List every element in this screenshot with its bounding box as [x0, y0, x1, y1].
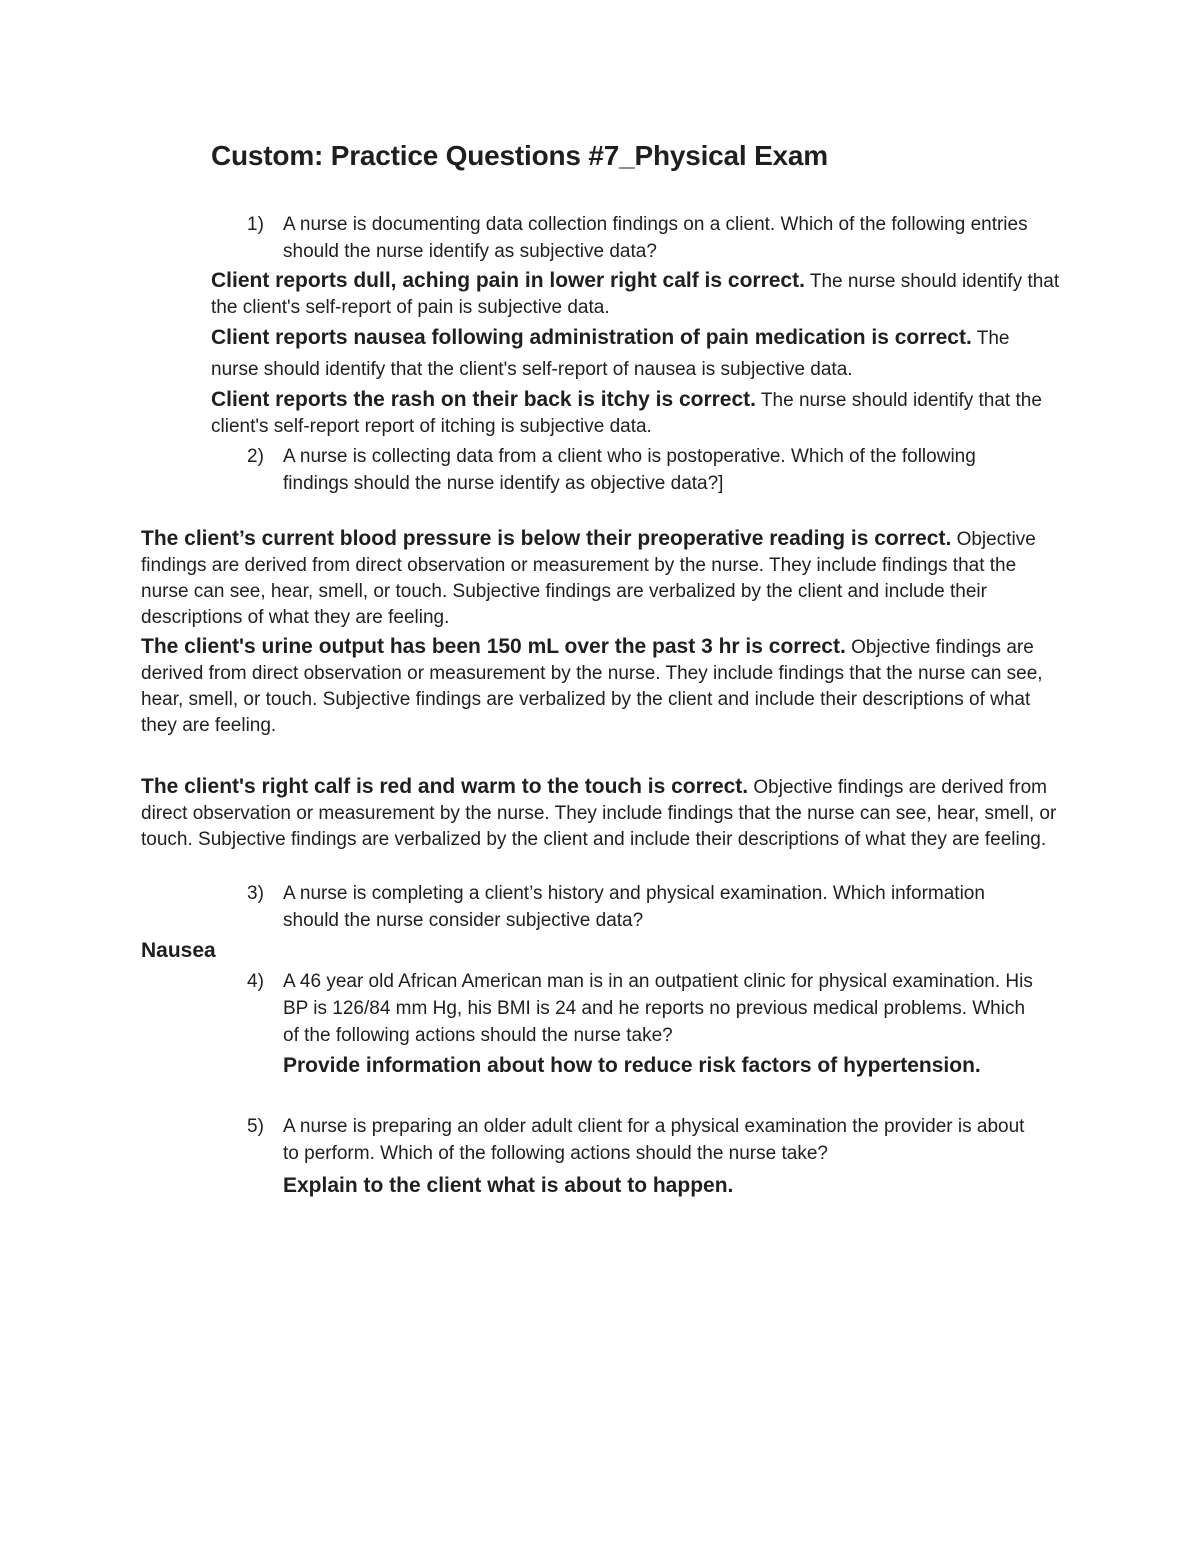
- answer-rationale: The nurse should identify that the client's self-report of pain is subjective data.: [211, 271, 1060, 318]
- answer-rationale: Objective findings are derived from direct observation or measurement by the nurse. They include findings that the nurse can see, hear, smell, or touch. Subjective findings are verbalized by the client and include their descriptions of what they are feeling.: [141, 637, 1043, 736]
- answer-bold: Provide information about how to reduce risk factors of hypertension.: [283, 1054, 981, 1077]
- question-number: 3): [247, 883, 264, 904]
- answer-bold: Nausea: [141, 939, 216, 962]
- question-number: 2): [247, 446, 264, 467]
- answer-4: [283, 1050, 1003, 1082]
- answer-1a: [211, 268, 1061, 321]
- answer-bold: Client reports nausea following administration of pain medication is correct.: [211, 326, 972, 349]
- answer-2a: [141, 526, 1063, 631]
- answer-bold: The client’s current blood pressure is below their preoperative reading is correct.: [141, 527, 952, 550]
- answer-bold: The client's right calf is red and warm to the touch is correct.: [141, 775, 749, 798]
- question-text: A nurse is documenting data collection findings on a client. Which of the following entries should the nurse identify as subjective data?: [283, 214, 1028, 262]
- answer-bold: The client's urine output has been 150 mL over the past 3 hr is correct.: [141, 635, 846, 658]
- answer-rationale: The nurse should identify that the client's self-report report of itching is subjective data.: [211, 390, 1042, 437]
- question-text: A nurse is preparing an older adult client for a physical examination the provider is about to perform. Which of the following actions should the nurse take?: [283, 1116, 1025, 1164]
- page-title: Custom: Practice Questions #7_Physical Exam: [211, 140, 828, 171]
- answer-rationale: Objective findings are derived from direct observation or measurement by the nurse. They include findings that the nurse can see, hear, smell, or touch. Subjective findings are verbalized by the client and include their descriptions of what they are feeling.: [141, 777, 1057, 850]
- answer-2c: [141, 774, 1063, 853]
- answer-bold: Explain to the client what is about to happen.: [283, 1174, 734, 1197]
- answer-rationale: Objective findings are derived from direct observation or measurement by the nurse. They include findings that the nurse can see, hear, smell, or touch. Subjective findings are verbalized by the client and include their descriptions of what they are feeling.: [141, 529, 1036, 628]
- question-number: 4): [247, 971, 264, 992]
- answer-2b: [141, 634, 1063, 739]
- answer-1c: [211, 387, 1061, 440]
- answer-bold: Client reports the rash on their back is itchy is correct.: [211, 388, 756, 411]
- answer-5: [283, 1170, 1003, 1202]
- question-text: A 46 year old African American man is in an outpatient clinic for physical examination. His BP is 126/84 mm Hg, his BMI is 24 and he reports no previous medical problems. Which of the following actions should the nurse take?: [283, 971, 1033, 1046]
- question-text: A nurse is completing a client’s history and physical examination. Which information should the nurse consider subjective data?: [283, 883, 985, 931]
- answer-3: [141, 938, 216, 965]
- question-text: A nurse is collecting data from a client who is postoperative. Which of the following findings should the nurse identify as objective data?]: [283, 446, 976, 494]
- question-number: 1): [247, 214, 264, 235]
- answer-rationale: The nurse should identify that the client's self-report of nausea is subjective data.: [211, 328, 1010, 380]
- answer-bold: Client reports dull, aching pain in lower right calf is correct.: [211, 269, 805, 292]
- question-number: 5): [247, 1116, 264, 1137]
- answer-1b: [211, 322, 1061, 385]
